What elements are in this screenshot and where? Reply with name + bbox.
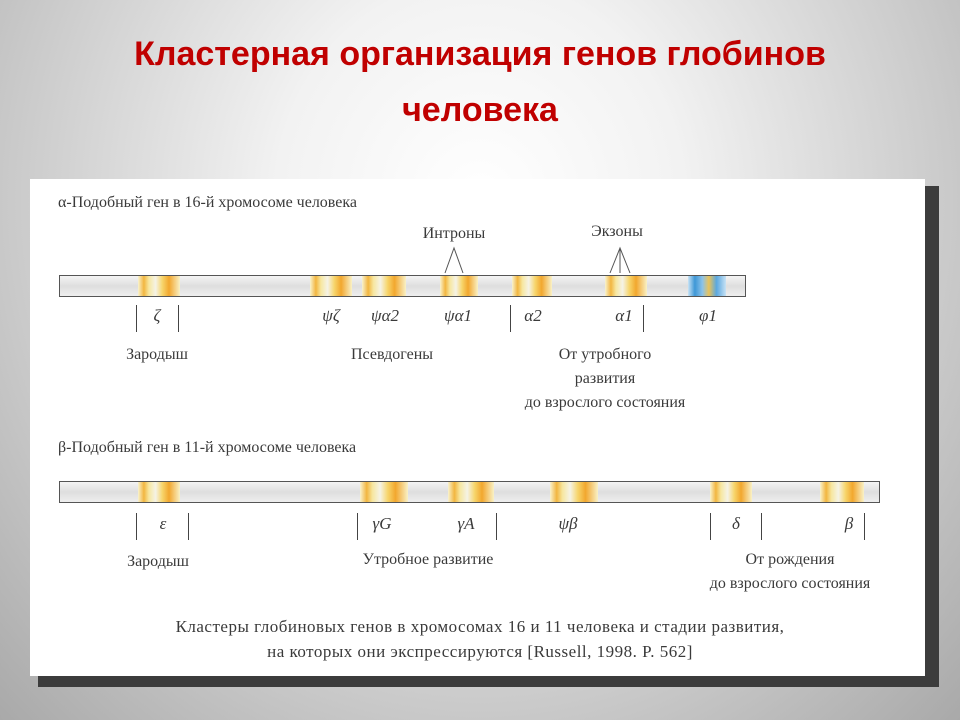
alpha-stage-embryo: Зародыш [126, 346, 188, 363]
alpha-tick [643, 305, 644, 332]
exons-annotation: Экзоны [591, 223, 643, 240]
alpha-gene-label-phi1: φ1 [699, 306, 717, 325]
beta-gene-psi-beta [550, 482, 598, 502]
alpha-stage-fetal-line-3: до взрослого состояния [524, 394, 686, 411]
beta-chromosome-bar [59, 481, 880, 503]
alpha-gene-psi-alpha2 [362, 276, 406, 296]
page-title [0, 26, 960, 138]
alpha-gene-psi-alpha1 [440, 276, 478, 296]
figure-caption-line-2: на которых они экспрессируются [Russell, 1998. P. 562] [267, 642, 693, 661]
beta-gene-delta [710, 482, 752, 502]
title-line-2: человека [402, 91, 558, 129]
alpha-gene-label-psi-zeta: ψζ [322, 306, 340, 325]
alpha-gene-psi-zeta [310, 276, 352, 296]
beta-tick [136, 513, 137, 540]
beta-stage-adult-line-2: до взрослого состояния [709, 575, 871, 592]
beta-tick [761, 513, 762, 540]
beta-tick [357, 513, 358, 540]
beta-stage-embryo: Зародыш [127, 553, 189, 570]
beta-tick [710, 513, 711, 540]
alpha-chromosome-bar [59, 275, 746, 297]
alpha-gene-alpha2 [512, 276, 552, 296]
alpha-tick [510, 305, 511, 332]
alpha-gene-phi1 [688, 276, 726, 296]
alpha-tick [136, 305, 137, 332]
alpha-cluster-header: α-Подобный ген в 16-й хромосоме человека [58, 194, 357, 211]
annotation-pointers [435, 243, 655, 275]
alpha-stage-pseudogenes: Псевдогены [350, 346, 434, 363]
alpha-gene-alpha1 [605, 276, 647, 296]
alpha-tick [178, 305, 179, 332]
beta-tick [496, 513, 497, 540]
beta-stage-adult-line-1: От рождения [745, 551, 835, 568]
beta-gene-label-epsilon: ε [159, 514, 167, 533]
beta-tick [864, 513, 865, 540]
beta-tick [188, 513, 189, 540]
alpha-gene-zeta [138, 276, 180, 296]
alpha-stage-fetal-line-2: развития [574, 370, 636, 387]
alpha-gene-label-zeta: ζ [153, 306, 161, 325]
alpha-gene-label-alpha1: α1 [615, 306, 633, 325]
beta-gene-label-gamma-a: γA [457, 514, 475, 533]
figure-caption-line-1: Кластеры глобиновых генов в хромосомах 16 и 11 человека и стадии развития, [175, 617, 785, 636]
beta-gene-epsilon [138, 482, 180, 502]
alpha-gene-label-alpha2: α2 [524, 306, 542, 325]
beta-gene-beta [820, 482, 864, 502]
title-line-1: Кластерная организация генов глобинов [134, 35, 826, 73]
globin-cluster-figure [30, 179, 925, 676]
alpha-gene-label-psi-alpha1: ψα1 [444, 306, 472, 325]
alpha-stage-fetal-line-1: От утробного [558, 346, 652, 363]
beta-gene-label-gamma-g: γG [372, 514, 392, 533]
beta-gene-label-delta: δ [732, 514, 740, 533]
beta-gene-gamma-a [448, 482, 494, 502]
beta-gene-gamma-g [360, 482, 408, 502]
beta-gene-label-beta: β [844, 514, 854, 533]
introns-annotation: Интроны [422, 225, 486, 242]
beta-stage-fetal: Утробное развитие [362, 551, 494, 568]
alpha-gene-label-psi-alpha2: ψα2 [371, 306, 399, 325]
beta-cluster-header: β-Подобный ген в 11-й хромосоме человека [58, 439, 357, 456]
beta-gene-label-psi-beta: ψβ [558, 514, 578, 533]
